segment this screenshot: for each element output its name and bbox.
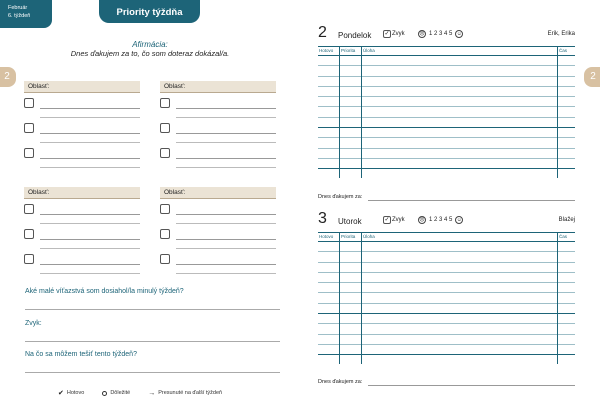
column-done: Hotovo (319, 48, 334, 53)
area-label: Oblasť: (160, 187, 276, 199)
area-item (160, 249, 276, 274)
table-row[interactable] (318, 137, 575, 147)
table-row[interactable] (318, 117, 575, 127)
table-row[interactable] (318, 262, 575, 272)
answer-line[interactable] (25, 372, 280, 373)
column-priority: Priorita (341, 234, 356, 239)
checkbox[interactable] (24, 204, 34, 214)
name-day: Blažej (558, 217, 575, 223)
write-line[interactable] (40, 264, 140, 265)
day-section (318, 210, 575, 388)
day-header (318, 24, 575, 46)
area-item (24, 199, 140, 224)
legend-important (102, 389, 130, 397)
checkmark-icon: ✔ (58, 390, 64, 397)
month-tab (0, 0, 52, 28)
area-block (24, 81, 140, 168)
column-priority: Priorita (341, 48, 356, 53)
legend-done (58, 389, 84, 397)
area-item (160, 143, 276, 168)
area-item (160, 199, 276, 224)
area-label: Oblasť: (24, 81, 140, 93)
column-time: Čas (559, 48, 568, 53)
day-number: 2 (318, 24, 327, 41)
checkbox[interactable] (24, 98, 34, 108)
table-row[interactable] (318, 334, 575, 344)
table-row[interactable] (318, 127, 575, 137)
table-header (318, 47, 575, 55)
checkbox[interactable] (160, 204, 170, 214)
affirmation-text: Dnes ďakujem za to, čo som doteraz dokázal/a. (70, 49, 230, 58)
day-name: Pondelok (338, 31, 372, 40)
column-task: Úloha (363, 234, 375, 239)
table-row[interactable] (318, 168, 575, 178)
column-divider (557, 233, 558, 364)
write-line[interactable] (176, 239, 276, 240)
table-header (318, 233, 575, 241)
day-header (318, 210, 575, 232)
day-section (318, 24, 575, 202)
write-line[interactable] (40, 273, 140, 274)
sad-face-icon: ☹ (419, 31, 425, 37)
table-row[interactable] (318, 282, 575, 292)
legend-moved (148, 389, 222, 397)
column-divider (361, 233, 362, 364)
habit-checkbox-icon[interactable]: ✓ (384, 217, 390, 223)
column-divider (557, 47, 558, 178)
checkbox[interactable] (24, 148, 34, 158)
table-row[interactable] (318, 148, 575, 158)
legend-done-label: Hotovo (66, 390, 85, 396)
day-number: 3 (318, 210, 327, 227)
side-tab-left[interactable]: 2 (0, 67, 16, 87)
table-row[interactable] (318, 303, 575, 313)
column-task: Úloha (363, 48, 375, 53)
area-item (24, 224, 140, 249)
checkbox[interactable] (160, 254, 170, 264)
legend-moved-label: Presunuté na ďalší týždeň (158, 390, 223, 396)
page-title: Priority týždňa (99, 0, 200, 23)
day-name: Utorok (338, 217, 362, 226)
table-row[interactable] (318, 251, 575, 261)
area-item (24, 118, 140, 143)
habit-label: Zvyk (392, 31, 405, 37)
happy-face-icon: ☺ (456, 31, 462, 37)
week-label: 6. týždeň (8, 12, 31, 19)
area-label: Oblasť: (24, 187, 140, 199)
write-line[interactable] (176, 273, 276, 274)
sad-face-icon: ☹ (419, 217, 425, 223)
area-item (160, 224, 276, 249)
table-row[interactable] (318, 354, 575, 364)
question-victories: Aké malé víťazstvá som dosiahol/la minulý týždeň? (25, 288, 184, 295)
table-row[interactable] (318, 86, 575, 96)
table-row[interactable] (318, 96, 575, 106)
write-line[interactable] (40, 108, 140, 109)
area-block (160, 81, 276, 168)
mood-numbers: 1 2 3 4 5 (429, 31, 453, 37)
table-row[interactable] (318, 292, 575, 302)
write-line[interactable] (176, 214, 276, 215)
column-divider (339, 47, 340, 178)
mood-scale[interactable] (418, 216, 463, 224)
area-item (24, 143, 140, 168)
side-tab-right[interactable]: 2 (584, 67, 600, 87)
checkbox[interactable] (160, 148, 170, 158)
task-table (318, 46, 575, 179)
table-row[interactable] (318, 158, 575, 168)
legend-important-label: Dôležité (110, 390, 131, 396)
happy-face-icon: ☺ (456, 217, 462, 223)
checkbox[interactable] (160, 123, 170, 133)
affirmation-title: Afirmácia: (132, 40, 168, 49)
name-day: Erik, Erika (547, 31, 575, 37)
habit-checkbox-icon[interactable]: ✓ (384, 31, 390, 37)
area-block (160, 187, 276, 274)
checkbox[interactable] (160, 229, 170, 239)
month-label: Február (8, 5, 28, 11)
legend (58, 389, 278, 397)
question-habit: Zvyk: (25, 320, 42, 327)
write-line[interactable] (176, 133, 276, 134)
column-time: Čas (559, 234, 568, 239)
task-table (318, 232, 575, 365)
checkbox[interactable] (24, 254, 34, 264)
area-item (24, 93, 140, 118)
table-row[interactable] (318, 106, 575, 116)
habit-tracker[interactable] (383, 30, 405, 38)
write-line[interactable] (176, 167, 276, 168)
write-line[interactable] (40, 133, 140, 134)
checkbox[interactable] (24, 229, 34, 239)
mood-scale[interactable] (418, 30, 463, 38)
table-row[interactable] (318, 272, 575, 282)
circle-icon (102, 391, 107, 396)
gratitude-line[interactable] (368, 200, 575, 201)
answer-line[interactable] (25, 341, 280, 342)
habit-tracker[interactable] (383, 216, 405, 224)
table-row[interactable] (318, 313, 575, 323)
table-row[interactable] (318, 65, 575, 75)
checkbox[interactable] (24, 123, 34, 133)
column-divider (339, 233, 340, 364)
table-row[interactable] (318, 323, 575, 333)
write-line[interactable] (40, 167, 140, 168)
write-line[interactable] (176, 158, 276, 159)
table-row[interactable] (318, 76, 575, 86)
area-item (160, 118, 276, 143)
table-row[interactable] (318, 344, 575, 354)
area-item (160, 93, 276, 118)
habit-label: Zvyk (392, 217, 405, 223)
mood-numbers: 1 2 3 4 5 (429, 217, 453, 223)
table-row[interactable] (318, 241, 575, 251)
area-label: Oblasť: (160, 81, 276, 93)
write-line[interactable] (176, 264, 276, 265)
gratitude-line[interactable] (368, 385, 575, 386)
write-line[interactable] (40, 158, 140, 159)
write-line[interactable] (40, 239, 140, 240)
checkbox[interactable] (160, 98, 170, 108)
gratitude-label: Dnes ďakujem za: (318, 379, 363, 385)
question-looking-forward: Na čo sa môžem tešiť tento týždeň? (25, 351, 137, 358)
write-line[interactable] (40, 214, 140, 215)
answer-line[interactable] (25, 309, 280, 310)
area-item (24, 249, 140, 274)
gratitude-label: Dnes ďakujem za: (318, 194, 363, 200)
column-divider (361, 47, 362, 178)
area-block (24, 187, 140, 274)
column-done: Hotovo (319, 234, 334, 239)
table-row[interactable] (318, 55, 575, 65)
write-line[interactable] (176, 108, 276, 109)
arrow-right-icon: → (148, 389, 156, 397)
